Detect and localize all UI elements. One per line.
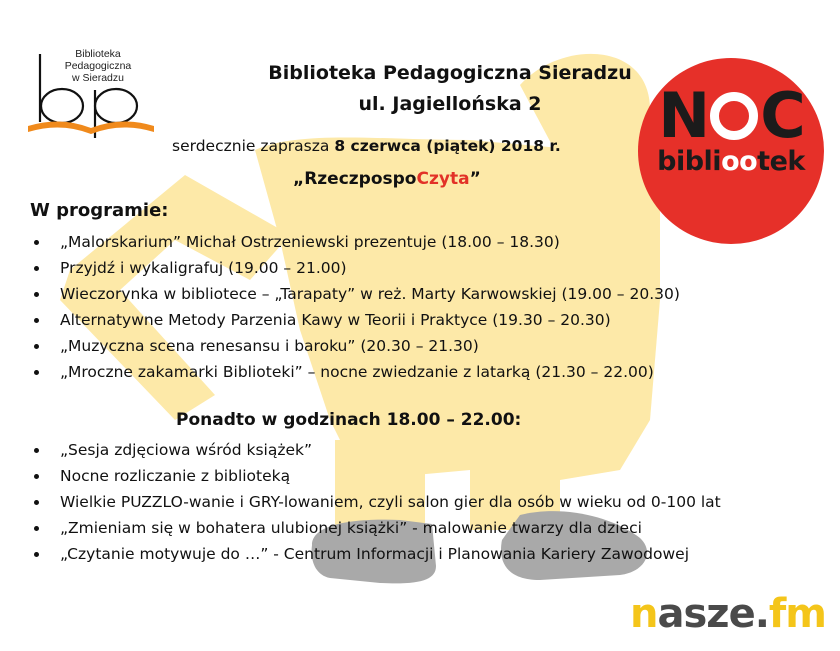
- event-slogan: [293, 169, 481, 189]
- extras-item: Wielkie PUZZLO-wanie i GRY-lowaniem, czyli salon gier dla osób w wieku od 0-100 lat: [30, 489, 721, 515]
- extras-item: „Sesja zdjęciowa wśród książek”: [30, 437, 721, 463]
- program-item: Przyjdź i wykaligrafuj (19.00 – 21.00): [30, 255, 680, 281]
- logo-letter-n: n: [630, 591, 658, 637]
- slogan-part-black: Rzeczpospo: [304, 169, 417, 189]
- bibliotek-word: [638, 146, 824, 177]
- logo-dot: .: [754, 591, 769, 637]
- slogan-open-quote: „: [293, 169, 305, 189]
- program-item: Alternatywne Metody Parzenia Kawy w Teorii i Praktyce (19.30 – 20.30): [30, 307, 680, 333]
- noc-bibliotek-badge: [638, 58, 824, 244]
- bib-part2-white: oo: [721, 146, 758, 177]
- page-title: Biblioteka Pedagogiczna Sieradzu: [268, 62, 632, 84]
- program-list: [30, 229, 680, 385]
- noc-letter-n: N: [658, 79, 709, 152]
- invitation-text: serdecznie zaprasza: [172, 137, 335, 155]
- library-logo: [26, 42, 156, 142]
- program-item: „Mroczne zakamarki Biblioteki” – nocne zwiedzanie z latarką (21.30 – 22.00): [30, 359, 680, 385]
- logo-fm: fm: [768, 591, 826, 637]
- noc-badge-word: [638, 79, 824, 152]
- noc-letter-c: C: [760, 79, 804, 152]
- library-logo-line1: Biblioteka Pedagogiczna: [64, 48, 132, 72]
- extras-item: „Czytanie motywuje do …” - Centrum Informacji i Planowania Kariery Zawodowej: [30, 541, 721, 567]
- extras-heading: Ponadto w godzinach 18.00 – 22.00:: [176, 410, 522, 430]
- logo-asze: asze: [657, 591, 755, 637]
- bib-part3: tek: [757, 146, 805, 177]
- program-item: „Muzyczna scena renesansu i baroku” (20.30 – 21.30): [30, 333, 680, 359]
- slogan-part-red: Czyta: [416, 169, 470, 189]
- extras-list: [30, 437, 721, 567]
- invitation-line: [172, 137, 561, 155]
- noc-letter-o-ring: [710, 92, 758, 140]
- program-item: Wieczorynka w bibliotece – „Tarapaty” w reż. Marty Karwowskiej (19.00 – 20.30): [30, 281, 680, 307]
- event-date: 8 czerwca (piątek) 2018 r.: [334, 137, 561, 155]
- slogan-close-quote: ”: [469, 169, 481, 189]
- bib-part1: bibli: [657, 146, 722, 177]
- extras-item: „Zmieniam się w bohatera ulubionej książki” - malowanie twarzy dla dzieci: [30, 515, 721, 541]
- nasze-fm-logo: [630, 590, 826, 638]
- extras-item: Nocne rozliczanie z biblioteką: [30, 463, 721, 489]
- library-logo-text: [48, 48, 148, 84]
- address: ul. Jagiellońska 2: [358, 93, 542, 115]
- program-item: „Malorskarium” Michał Ostrzeniewski prezentuje (18.00 – 18.30): [30, 229, 680, 255]
- library-logo-line2: w Sieradzu: [72, 72, 124, 84]
- program-heading: W programie:: [30, 200, 169, 221]
